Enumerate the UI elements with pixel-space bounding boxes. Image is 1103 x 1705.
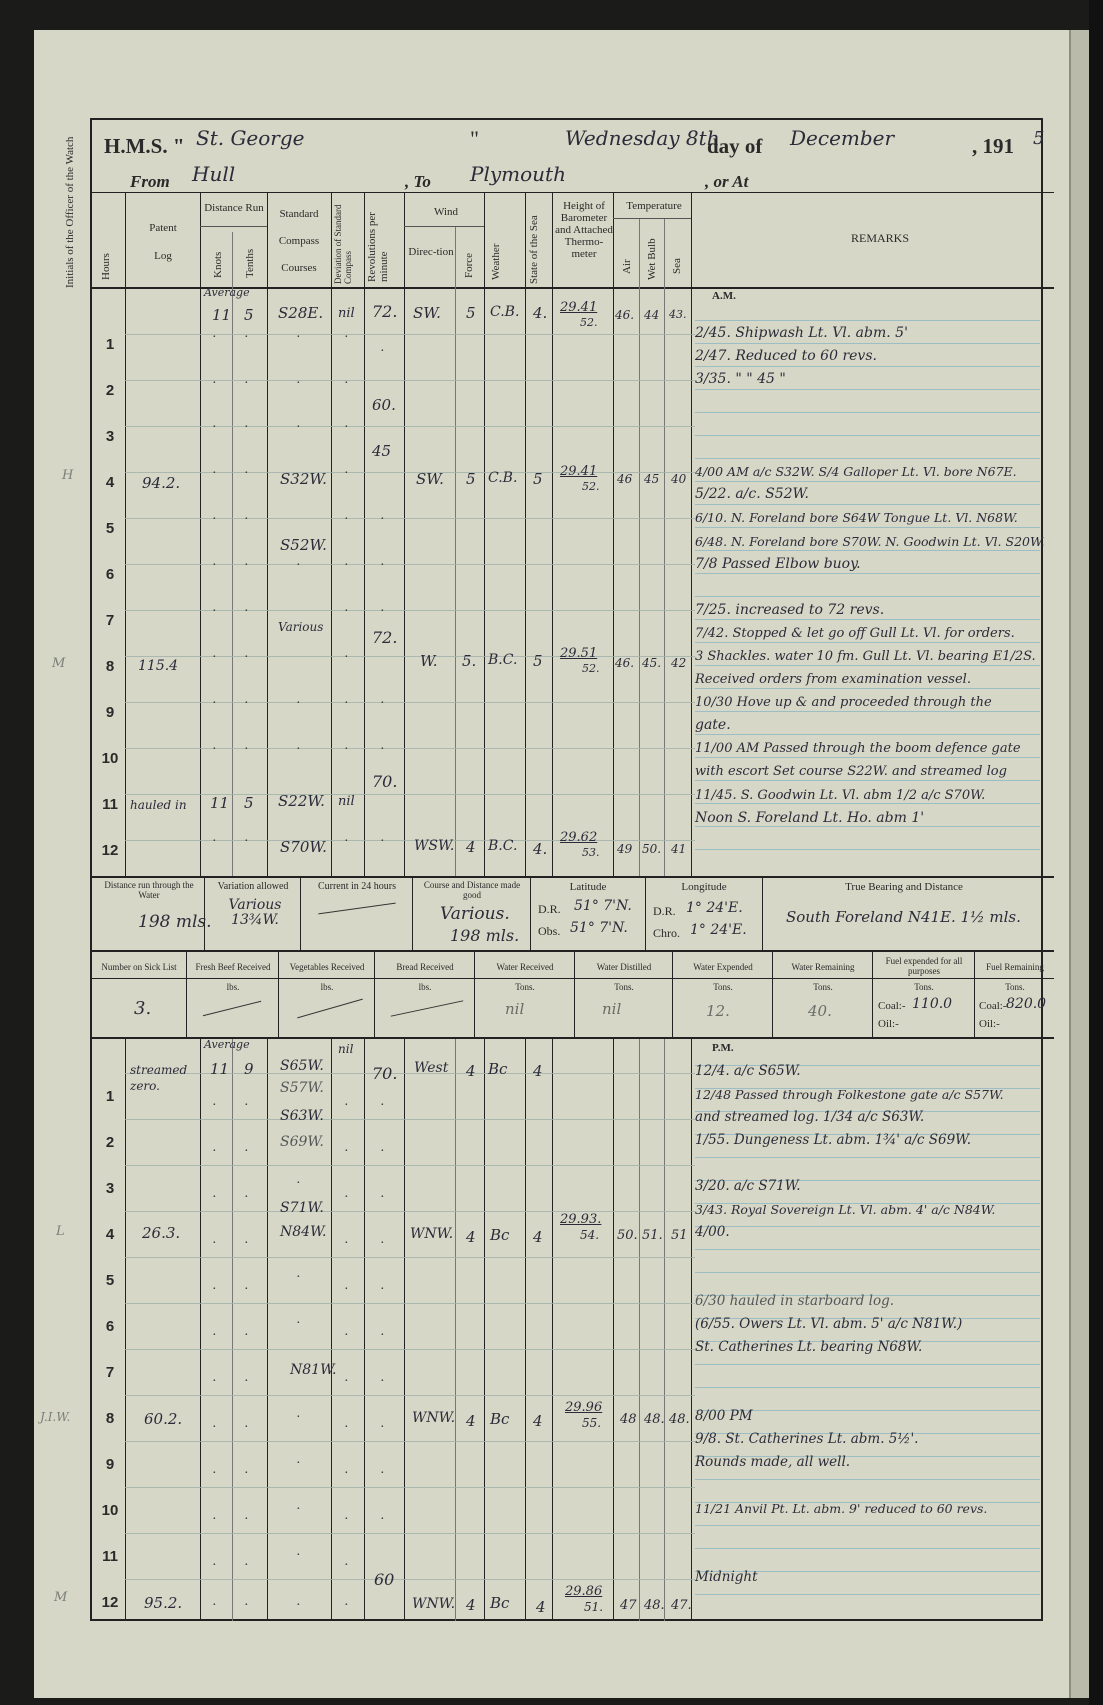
hour-label: 9 [105,704,115,721]
pm-weather: Bc [488,1060,508,1078]
remark-line: 4/00 AM a/c S32W. S/4 Galloper Lt. Vl. bore N67E. [695,464,1017,480]
pm-tenths: 9 [244,1060,254,1078]
hour-label: 11 [102,796,118,813]
page-edge [1069,30,1091,1698]
remark-line: Midnight [695,1569,758,1585]
pm-course: S57W. [280,1080,324,1096]
pm-h12-air: 47 [620,1598,637,1613]
coal-exp-label: Coal:- [878,1000,906,1012]
water-rem-label: Water Remaining [791,962,855,972]
am-h5-course: S52W. [280,536,327,554]
pm-h12-barometer: 29.86 [565,1584,603,1599]
am-h12-wet: 50. [642,842,662,856]
revs-60: 60. [372,396,396,414]
pm-course: S69W. [280,1134,324,1150]
am-h11-knots: 11 [210,794,230,812]
col-line [691,192,692,876]
remark-line: 4/00. [695,1224,730,1240]
hour-label: 7 [105,1364,115,1381]
remark-line: gate. [695,717,731,734]
am-h8-air: 46. [615,656,635,670]
am-h8-wet: 45. [642,656,662,670]
pm-deviation: nil [338,1042,354,1056]
pm-course: S71W. [280,1200,324,1216]
pm-course: S65W. [280,1058,324,1074]
remark-line: 11/00 AM Passed through the boom defence gate [695,741,1021,757]
col-patent-log-1: Patent [149,222,177,234]
course-label: Course and Distance made good [423,880,521,900]
remark-line: 12/4. a/c S65W. [695,1063,801,1079]
fuel-exp-tons: Tons. [914,982,934,992]
hour-label: 3 [105,1180,115,1197]
col-line [639,218,640,876]
col-direction: Direc-tion [408,246,454,258]
hour-label: 1 [105,336,115,353]
hour-label: 5 [105,1272,115,1289]
long-chro-label: Chro. [653,926,680,940]
col-remarks: REMARKS [850,231,909,245]
remark-line: (6/55. Owers Lt. Vl. abm. 5' a/c N81W.) [695,1316,963,1332]
oil-rem-label: Oil:- [979,1018,1000,1030]
am-h11-deviation: nil [338,794,355,809]
col-line [613,192,614,876]
hour-label: 6 [105,1318,115,1335]
long-chro: 1° 24'E. [690,922,747,938]
am-h12-course: S70W. [280,838,327,856]
am-h8-log: 115.4 [138,658,179,674]
pm-h4-air: 50. [617,1228,638,1243]
am-h8-force: 5. [462,652,477,670]
water-recv-label: Water Received [496,962,554,972]
rule [200,226,267,227]
ship-name: St. George [196,126,305,150]
hour-label: 2 [105,1134,115,1151]
initial-h4: H [62,468,74,483]
am-wind-dir: SW. [413,304,441,322]
am-h8-barometer: 29.51 [560,646,598,661]
col-deviation: Deviation of Standard Compass [333,204,353,284]
pm-course: N81W. [290,1362,337,1378]
am-air: 46. [615,308,635,322]
hour-label: 5 [105,520,115,537]
long-dr: 1° 24'E. [686,900,743,916]
year-prefix: , 191 [972,134,1014,158]
pm-h8-force: 4 [466,1412,476,1430]
hour-label: 12 [101,842,119,859]
hour-label: 9 [105,1456,115,1473]
pm-h4-sea: 51 [671,1228,688,1243]
day-of-label: day of [707,134,763,158]
remark-line: 1/55. Dungeness Lt. abm. 1¾' a/c S69W. [695,1132,971,1148]
col-wet-bulb: Wet Bulb [646,238,658,280]
side-label: Initials of the Officer of the Watch [64,136,76,288]
remark-line: 10/30 Hove up & and proceeded through the [695,695,992,711]
rule [90,978,1054,979]
hour-label: 4 [105,1226,115,1243]
am-h4-sea: 40 [671,472,687,486]
am-h4-wind: SW. [416,470,444,488]
water-dist-label: Water Distilled [596,962,652,972]
am-thermo: 52. [580,316,598,329]
remark-line: and streamed log. 1/34 a/c S63W. [695,1109,925,1125]
am-course: S28E. [278,304,324,322]
hour-label: 11 [102,1548,118,1565]
veg-lbs: lbs. [320,982,334,992]
col-revolutions: Revolutions per minute [366,212,390,282]
water-rem: 40. [808,1002,832,1020]
hour-label: 7 [105,612,115,629]
initial-pm-h8: J.I.W. [40,1410,71,1424]
col-line [331,192,332,876]
water-dist: nil [602,1000,622,1018]
pm-h8-thermo: 55. [582,1416,602,1430]
rule [90,192,1054,193]
pm-label: P.M. [712,1042,734,1054]
col-line [455,226,456,876]
long-dr-label: D.R. [653,904,676,918]
col-line [200,192,201,876]
pm-h8-sea: 48. [669,1412,690,1427]
remark-line: 7/42. Stopped & let go off Gull Lt. Vl. for orders. [695,625,1015,641]
am-h4-thermo: 52. [582,480,600,493]
am-h12-weather: B.C. [488,838,518,854]
pm-h8-weather: Bc [490,1410,510,1428]
remark-line: 3/43. Royal Sovereign Lt. Vl. abm. 4' a/c N84W. [695,1202,996,1217]
beef-label: Fresh Beef Received [195,962,271,972]
col-line [484,192,485,876]
fuel-exp-label: Fuel expended for all purposes [885,956,963,976]
col-distance-run: Distance Run [204,202,264,214]
am-h12-wind: WSW. [414,838,455,854]
noon-course: Various. [440,904,510,924]
am-h12-sea: 41 [671,842,687,856]
to-port: Plymouth [470,162,566,186]
oil-exp-label: Oil:- [878,1018,899,1030]
veg-label: Vegetables Received [289,962,365,972]
remark-line: 12/48 Passed through Folkestone gate a/c S57W. [695,1087,1004,1102]
col-standard: Standard [279,208,319,220]
sick-label: Number on Sick List [101,962,177,972]
remark-line: 11/21 Anvil Pt. Lt. abm. 9' reduced to 60 revs. [695,1501,988,1516]
col-force: Force [463,252,475,278]
am-h7-course: Various [278,620,324,634]
am-h8-wind: W. [420,652,438,670]
remark-line: 2/45. Shipwash Lt. Vl. abm. 5' [695,325,908,341]
am-h12-sea-state: 4. [533,840,548,858]
am-force: 5 [466,304,476,322]
pm-h4-log: 26.3. [142,1224,181,1242]
to-label: , To [405,172,431,191]
col-air: Air [621,259,633,274]
pm-h12-revs: 60 [374,1570,395,1589]
noon-variation: Various 13¾W. [228,897,282,928]
beef-lbs: lbs. [226,982,240,992]
am-h11-tenths: 5 [244,794,254,812]
rule [90,876,1054,878]
am-h11-log: hauled in [130,798,187,812]
am-h12-barometer: 29.62 [560,830,598,845]
noon-course-dist: 198 mls. [450,926,520,945]
am-h4-weather: C.B. [488,470,518,486]
am-h8-sea: 42 [671,656,687,670]
remark-line: St. Catherines Lt. bearing N68W. [695,1339,923,1355]
book-spine [1089,0,1103,1705]
am-h12-air: 49 [617,842,633,856]
year-suffix: 5 [1033,128,1045,149]
am-h11-revs: 70. [372,772,398,791]
coal-exp: 110.0 [912,996,953,1012]
col-courses: Courses [281,262,317,274]
hms-label: H.M.S. " [104,134,185,158]
variation-label: Variation allowed [217,881,289,892]
hour-label: 10 [101,750,119,767]
initial-pm-h12: M [54,1590,68,1605]
pm-log-streamed: streamed zero. [130,1063,188,1093]
col-line [267,192,268,876]
pm-h8-air: 48 [620,1412,637,1427]
am-tenths: 5 [244,306,254,324]
pm-course: S63W. [280,1108,324,1124]
pm-remarks [695,1060,1055,1589]
log-day: Wednesday 8th [565,126,720,150]
col-line [232,232,233,876]
col-barometer: Height of Barometer and Attached Thermo-meter [555,200,613,260]
pm-h12-weather: Bc [490,1594,510,1612]
remark-line: Rounds made, all well. [695,1454,851,1470]
current-label: Current in 24 hours [317,881,397,892]
col-weather: Weather [490,243,502,280]
remark-line: with escort Set course S22W. and streamed log [695,764,1007,780]
initial-pm-h4: L [56,1224,65,1239]
am-h4-force: 5 [466,470,476,488]
hour-label: 4 [105,474,115,491]
pm-course: N84W. [280,1224,327,1240]
log-month: December [790,126,895,150]
am-h4-air: 46 [617,472,633,486]
pm-h12-sea-state: 4 [536,1598,546,1616]
hour-label: 1 [105,1088,115,1105]
pm-h12-wind: WNW. [412,1596,456,1612]
bread-lbs: lbs. [418,982,432,992]
lat-obs-label: Obs. [538,924,561,938]
remark-line: 2/47. Reduced to 60 revs. [695,348,877,365]
remark-line: Noon S. Foreland Lt. Ho. abm 1' [695,809,925,826]
pm-force: 4 [466,1062,476,1080]
remark-line: 6/48. N. Foreland bore S70W. N. Goodwin Lt. Vl. S20W. [695,533,1045,549]
remark-line: 7/25. increased to 72 revs. [695,601,885,618]
col-sea: Sea [671,258,683,274]
pm-h8-log: 60.2. [144,1410,183,1428]
pm-h12-sea: 47. [671,1598,692,1613]
pm-revs: 70. [372,1064,398,1083]
latitude-label: Latitude [569,881,607,893]
am-h12-force: 4 [466,838,476,856]
am-label: A.M. [712,290,736,302]
pm-average-note: Average [204,1038,250,1051]
am-h8-sea-state: 5 [533,652,543,670]
water-exp-tons: Tons. [713,982,733,992]
rule [613,218,691,219]
remark-line: 5/22. a/c. S52W. [695,486,809,503]
average-note: Average [204,286,250,299]
am-knots: 11 [212,306,232,324]
hour-label: 10 [101,1502,119,1519]
sick-count: 3. [134,998,152,1019]
am-h11-course: S22W. [278,792,325,810]
am-sea-state: 4. [533,304,548,322]
remark-line: 3/35. " " 45 " [695,371,786,388]
col-line [404,192,405,876]
am-h8-revs: 72. [372,628,398,647]
remark-line: 11/45. S. Goodwin Lt. Vl. abm 1/2 a/c S70W. [695,787,986,803]
remark-line: 3/20. a/c S71W. [695,1178,801,1194]
col-knots: Knots [212,251,224,278]
close-quote: " [470,126,479,151]
pm-h8-barometer: 29.96 [565,1400,603,1415]
water-exp: 12. [706,1002,730,1020]
col-temperature: Temperature [626,200,682,212]
noon-bearing: South Foreland N41E. 1½ mls. [786,908,1021,926]
am-h4-course: S32W. [280,470,327,488]
hour-label: 8 [105,658,115,675]
am-wet: 44 [644,308,660,322]
rule [90,950,1054,952]
water-recv-tons: Tons. [515,982,535,992]
pm-h4-wind: WNW. [410,1226,454,1242]
pm-sea-state: 4 [533,1062,543,1080]
pm-h8-sea-state: 4 [533,1412,543,1430]
am-h12-thermo: 53. [582,846,600,859]
pm-h4-wet: 51. [642,1228,663,1243]
pm-knots: 11 [210,1060,230,1078]
col-wind: Wind [434,206,458,218]
remark-line: 8/00 PM [695,1408,753,1424]
pm-h12-log: 95.2. [144,1594,183,1612]
pm-wind-dir: West [414,1060,449,1076]
from-port: Hull [192,162,236,186]
hour-label: 2 [105,382,115,399]
am-h8-thermo: 52. [582,662,600,675]
distance-label: Distance run through the Water [104,880,194,900]
col-state-sea: State of the Sea [528,215,540,284]
remark-line: 7/8 Passed Elbow buoy. [695,555,861,572]
am-revs: 72. [372,302,398,321]
pm-h8-wind: WNW. [412,1410,456,1426]
col-line [664,218,665,876]
noon-distance: 198 mls. [138,912,212,932]
water-dist-tons: Tons. [614,982,634,992]
initial-h8: M [52,656,66,671]
longitude-label: Longitude [681,881,727,893]
am-sea: 43. [669,308,687,321]
hour-label: 6 [105,566,115,583]
am-h4-barometer: 29.41 [560,464,598,479]
pm-h4-thermo: 54. [580,1228,600,1242]
pm-h12-wet: 48. [644,1598,665,1613]
hour-label: 8 [105,1410,115,1427]
am-h4-sea-state: 5 [533,470,543,488]
col-line [552,192,553,876]
remark-line: 6/10. N. Foreland bore S64W Tongue Lt. Vl. N68W. [695,510,1018,526]
hour-label: 12 [101,1594,119,1611]
bearing-label: True Bearing and Distance [845,881,963,893]
remark-line: Received orders from examination vessel. [695,672,971,688]
pm-h4-weather: Bc [490,1226,510,1244]
rule [404,226,484,227]
am-deviation: nil [338,306,355,321]
am-barometer: 29.41 [560,300,598,315]
remark-line: 9/8. St. Catherines Lt. abm. 5½'. [695,1431,919,1447]
col-line [364,192,365,876]
col-line [125,192,126,876]
am-remarks [695,322,1055,830]
bread-label: Bread Received [396,962,454,972]
pm-h4-sea-state: 4 [533,1228,543,1246]
am-h8-weather: B.C. [488,652,518,668]
col-compass: Compass [278,235,320,247]
water-exp-label: Water Expended [693,962,753,972]
water-recv: nil [505,1000,525,1018]
lat-dr: 51° 7'N. [574,898,632,914]
pm-h12-force: 4 [466,1596,476,1614]
col-hours: Hours [100,253,112,280]
fuel-rem-label: Fuel Remaining [986,962,1044,972]
fuel-rem-tons: Tons. [1005,982,1025,992]
remark-line: 6/30 hauled in starboard log. [695,1293,895,1309]
pm-h4-barometer: 29.93. [560,1212,602,1227]
pm-h8-wet: 48. [644,1412,665,1427]
col-tenths: Tenths [244,248,256,278]
lat-obs: 51° 7'N. [570,920,628,936]
or-at-label: , or At [705,172,749,191]
water-rem-tons: Tons. [813,982,833,992]
lat-dr-label: D.R. [538,902,561,916]
pm-h12-thermo: 51. [584,1600,604,1614]
col-log: Log [154,250,172,262]
remark-line: 3 Shackles. water 10 fm. Gull Lt. Vl. bearing E1/2S. [695,648,1036,664]
from-label: From [130,172,170,191]
coal-rem: 820.0 [1006,996,1047,1012]
am-weather: C.B. [490,304,520,320]
revs-45: 45 [372,442,392,460]
pm-h4-force: 4 [466,1228,476,1246]
hour-label: 3 [105,428,115,445]
am-h4-log: 94.2. [142,474,181,492]
col-line [525,192,526,876]
am-h4-wet: 45 [644,472,660,486]
coal-rem-label: Coal:- [979,1000,1007,1012]
